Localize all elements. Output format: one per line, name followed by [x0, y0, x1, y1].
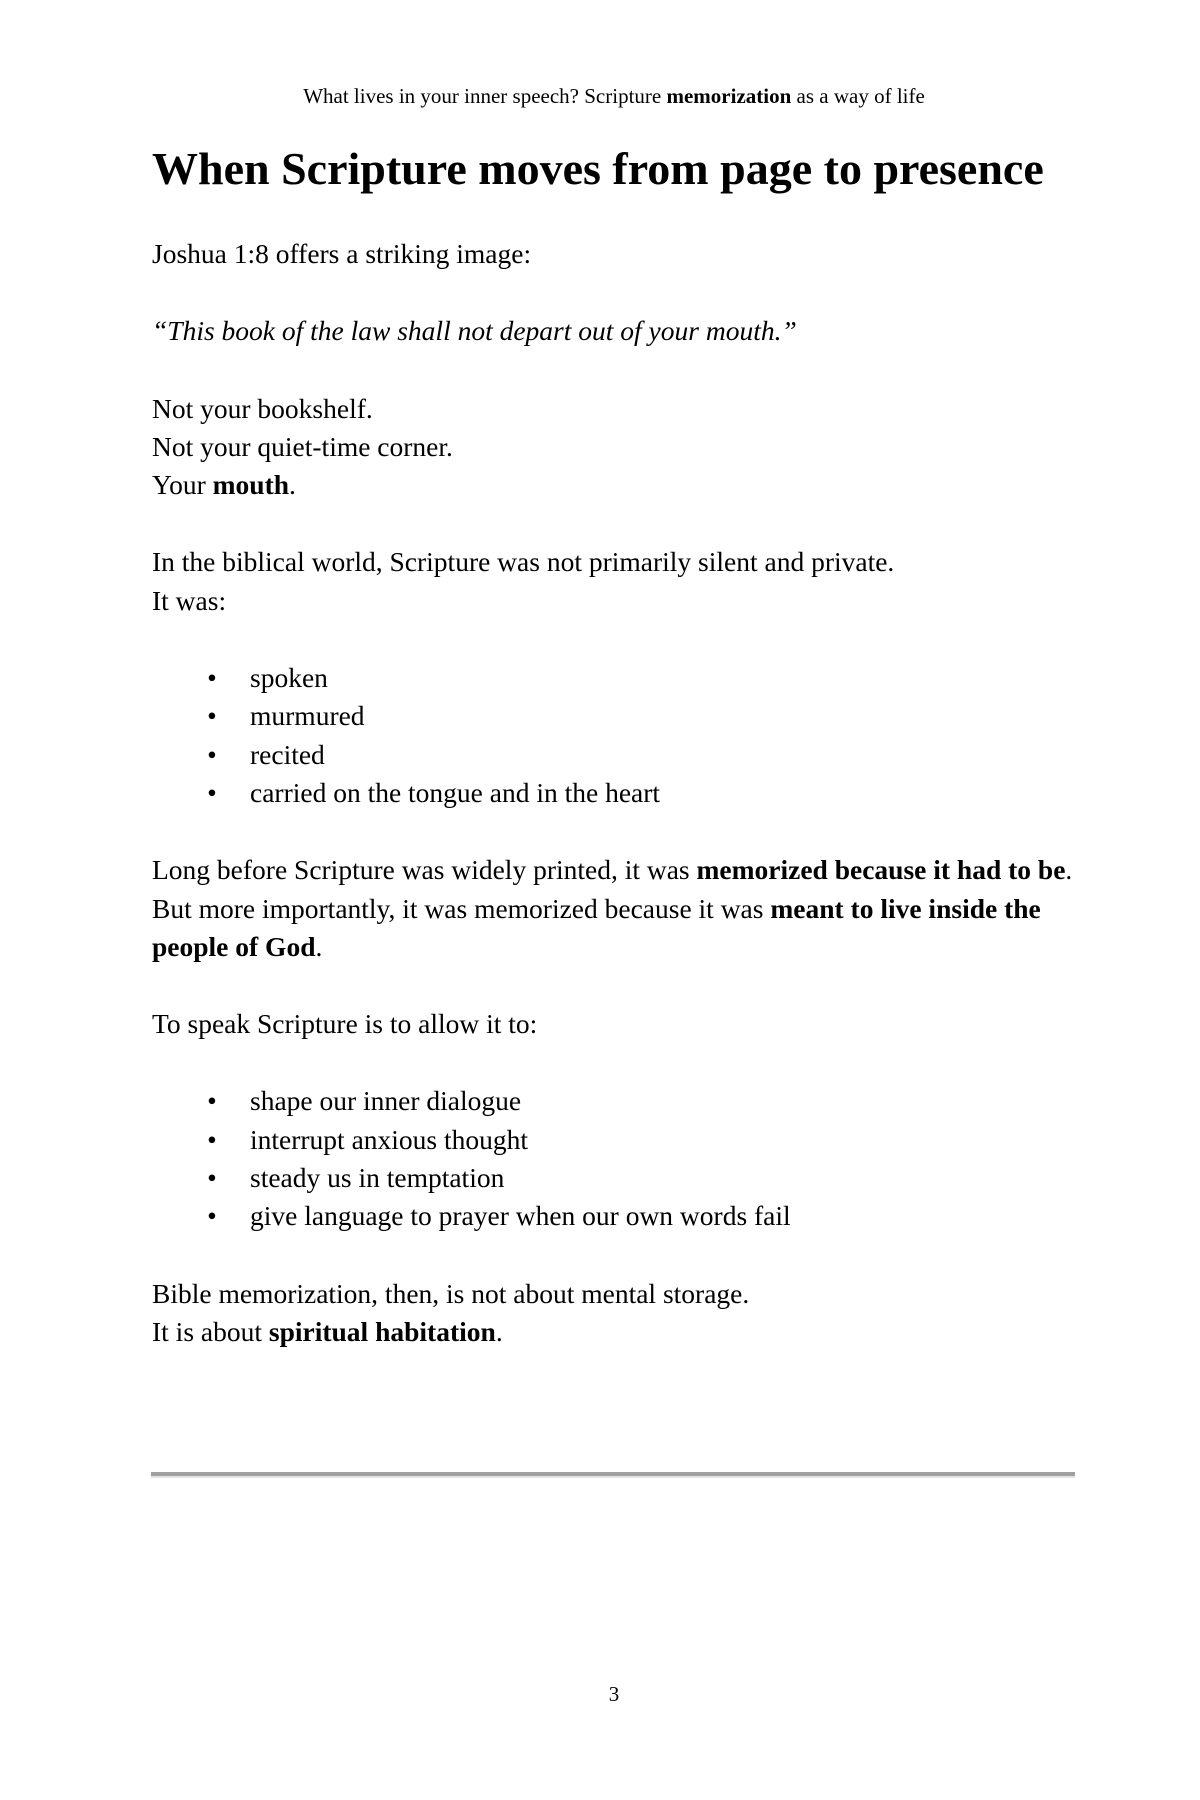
- not-line-2: Not your quiet-time corner.: [152, 430, 453, 462]
- paragraph-bold: memorized because it had to be: [696, 854, 1066, 886]
- not-line-3-text: Your: [152, 469, 213, 501]
- conclusion-text: It is about: [152, 1315, 269, 1347]
- paragraph-text: Long before Scripture was widely printed, it was: [152, 854, 697, 886]
- not-line-3-end: .: [289, 469, 296, 501]
- list-item: [152, 697, 1082, 735]
- paragraph-bold: meant to live inside the people of God: [152, 892, 1041, 962]
- paragraph-text: .: [315, 930, 323, 962]
- biblical-world-line-2: It was:: [152, 584, 227, 616]
- list-item-text: steady us in temptation: [250, 1162, 505, 1194]
- bullet-icon: •: [207, 662, 217, 694]
- list-item: [152, 774, 1082, 812]
- list-item: [152, 1197, 1082, 1235]
- conclusion-bold: spiritual habitation: [268, 1315, 496, 1347]
- paragraph-text: . But more importantly, it was memorized because it was: [152, 854, 1073, 924]
- page-number: 3: [608, 1682, 620, 1706]
- list-item-text: give language to prayer when our own words fail: [250, 1200, 791, 1232]
- bullet-icon: •: [207, 1162, 217, 1194]
- bullet-icon: •: [207, 1200, 217, 1232]
- header-text-end: as a way of life: [791, 84, 925, 108]
- not-line-3: [152, 466, 1082, 504]
- list-item-text: murmured: [250, 700, 365, 732]
- header-text: What lives in your inner speech? Scripture: [303, 84, 667, 108]
- list-item-text: recited: [250, 738, 325, 770]
- header-bold-text: memorization: [666, 84, 792, 108]
- list-item: [152, 1121, 1082, 1159]
- scripture-quote: “This book of the law shall not depart out of your mouth.”: [152, 315, 797, 347]
- bullet-icon: •: [207, 776, 217, 808]
- speak-intro-paragraph: To speak Scripture is to allow it to:: [152, 1008, 538, 1040]
- not-lines-block: [152, 390, 1082, 505]
- bullet-icon: •: [207, 1085, 217, 1117]
- list-item-text: carried on the tongue and in the heart: [250, 776, 661, 808]
- conclusion-end: .: [495, 1315, 503, 1347]
- not-line-1: Not your bookshelf.: [152, 392, 373, 424]
- biblical-world-line-1: In the biblical world, Scripture was not primarily silent and private.: [152, 546, 895, 578]
- scripture-forms-list: [152, 659, 1082, 812]
- section-heading: When Scripture moves from page to presence: [152, 143, 1044, 194]
- list-item: [152, 659, 1082, 697]
- conclusion-block: [152, 1275, 1082, 1352]
- horizontal-rule: [151, 1472, 1075, 1478]
- running-header: [0, 82, 1200, 110]
- list-item-text: shape our inner dialogue: [250, 1085, 522, 1117]
- bullet-icon: •: [207, 1123, 217, 1155]
- intro-paragraph: Joshua 1:8 offers a striking image:: [152, 238, 532, 269]
- bullet-icon: •: [207, 738, 217, 770]
- list-item-text: spoken: [250, 662, 328, 694]
- conclusion-line-2: [152, 1313, 1082, 1351]
- list-item: [152, 736, 1082, 774]
- conclusion-line-1: Bible memorization, then, is not about mental storage.: [152, 1277, 750, 1309]
- list-item: [152, 1159, 1082, 1197]
- not-line-3-bold: mouth: [212, 469, 290, 501]
- list-item-text: interrupt anxious thought: [250, 1123, 529, 1155]
- scripture-effects-list: [152, 1082, 1082, 1235]
- bullet-icon: •: [207, 700, 217, 732]
- memorized-paragraph: [152, 851, 1082, 966]
- list-item: [152, 1082, 1082, 1120]
- biblical-world-block: [152, 543, 1082, 620]
- page-body: [152, 140, 1082, 1351]
